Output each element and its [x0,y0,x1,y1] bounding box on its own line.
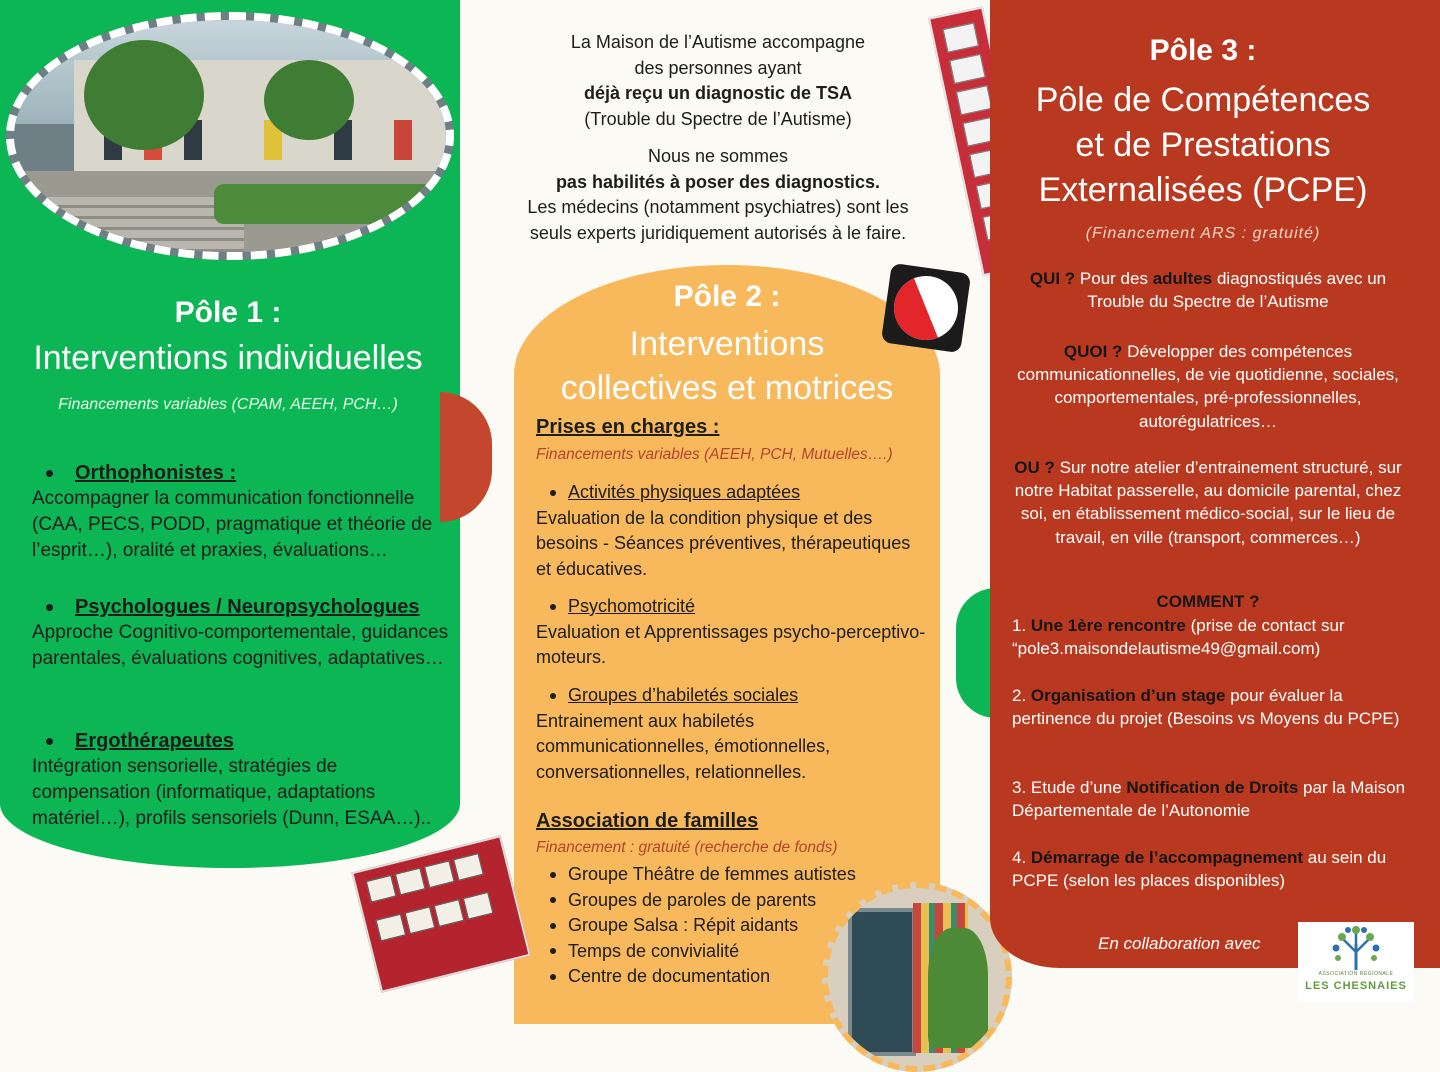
pole2-subtitle-line: Interventions [629,325,825,363]
bullet-icon [550,604,556,610]
section-title: Orthophonistes : [75,462,237,484]
bullet-icon [550,897,556,903]
section-text: Evaluation de la condition physique et des besoins - Séances préventives, thérapeutiques et éducatives. [536,507,911,579]
section-text: Approche Cognitivo-comportementale, guidances parentales, évaluations cognitives, adaptatives… [32,622,449,669]
bullet-icon [46,738,53,745]
quoi-label: QUOI ? [1063,342,1123,361]
step-3 [1012,776,1407,822]
intro-line: La Maison de l’Autisme accompagne [570,32,866,52]
logo-name: LES CHESNAIES [1305,980,1407,992]
intro-line: Les médecins (notamment psychiatres) sont les [527,197,909,217]
list-item [536,862,926,888]
list-item-text: Temps de convivialité [568,940,740,961]
list-item-text: Groupe Salsa : Répit aidants [568,915,799,935]
intro-line: (Trouble du Spectre de l’Autisme) [584,108,852,129]
intro-line: seuls experts juridiquement autorisés à le faire. [529,222,907,243]
pole3-qui [1008,267,1408,313]
step-text: (prise de contact sur “pole3.maisondelautisme49@gmail.com) [1012,616,1345,659]
pole3-quoi [1008,340,1408,433]
association-financing: Financement : gratuité (recherche de fonds) [536,839,838,856]
step-text: pour évaluer la pertinence du projet (Besoins vs Moyens du PCPE) [1012,686,1400,729]
building-photo [6,12,454,260]
pole3-subtitle-line: Externalisées (PCPE) [1038,171,1368,209]
bullet-icon [46,604,53,611]
ou-label: OU ? [1014,458,1055,477]
collaboration-text: En collaboration avec [1098,934,1261,953]
bullet-icon [550,872,556,878]
section-text: Intégration sensorielle, stratégies de compensation (informatique, adaptations matériel…), profils sensoriels (Dunn, ESAA…).. [32,756,432,829]
interior-photo [822,882,1012,1072]
tree-logo-icon [1332,926,1380,970]
pole1-title: Pôle 1 : [174,296,282,329]
intro-diagnostic-bold: déjà reçu un diagnostic de TSA [583,83,853,103]
step-text: 3. Etude d’une [1012,778,1127,797]
pole2-section-apa [536,480,926,582]
bullet-icon [550,923,556,929]
qui-text: Pour des [1075,269,1153,288]
care-financing: Financements variables (AEEH, PCH, Mutuelles….) [536,446,893,463]
step-bold: Notification de Droits [1126,778,1299,797]
step-number: 2. [1012,686,1031,705]
bullet-icon [550,948,556,954]
step-1 [1012,614,1407,660]
pole1-section-orthophonistes [32,460,452,564]
pole2-subtitle-line: collectives et motrices [560,369,894,407]
step-number: 1. [1012,616,1031,635]
step-2 [1012,684,1407,730]
list-item-text: Groupe Théâtre de femmes autistes [568,864,856,884]
intro-line: Nous ne sommes [647,146,789,166]
list-item-text: Centre de documentation [568,966,771,986]
bullet-icon [46,470,53,477]
les-chesnaies-logo [1298,922,1414,1002]
pole1-section-ergotherapeutes [32,728,452,832]
section-title: Groupes d’habiletés sociales [568,685,799,705]
pole3-subtitle-line: Pôle de Compétences [1035,81,1371,119]
quoi-text: Développer des compétences communicationnelles, de vie quotidienne, sociales, comportementales, pré-professionnelles, autorégulatrices… [1017,342,1399,431]
association-heading: Association de familles [536,810,759,832]
pole3-ou [1008,456,1408,549]
pole3-subtitle-line: et de Prestations [1075,126,1331,164]
section-text: Evaluation et Apprentissages psycho-perceptivo-moteurs. [536,621,926,667]
section-title: Psychologues / Neuropsychologues [75,596,420,618]
qui-label: QUI ? [1029,269,1076,288]
step-bold: Une 1ère rencontre [1030,616,1186,635]
section-title: Ergothérapeutes [75,730,234,752]
section-title: Activités physiques adaptées [568,482,801,502]
step-text: par la Maison Départementale de l’Autonomie [1012,778,1406,821]
comment-label: COMMENT ? [1156,592,1260,611]
bullet-icon [550,693,556,699]
pole3-title: Pôle 3 : [1149,34,1257,67]
ou-text: Sur notre atelier d’entrainement structuré, sur notre Habitat passerelle, au domicile parental, chez soi, en établissement médico-social, sur le lieu de travail, en ville (transport, commerces…) [1014,458,1402,547]
pole2-section-psychomotricite [536,594,926,671]
section-text: Entrainement aux habiletés communicationnelles, émotionnelles, conversationnelles, relationnelles. [536,710,831,782]
step-number: 4. [1012,848,1031,867]
step-bold: Organisation d’un stage [1030,686,1226,705]
pictogram-board-image [351,835,530,993]
pole2-section-habiletes [536,683,926,785]
pole2-subtitle [514,322,940,410]
section-title: Psychomotricité [568,596,696,616]
bullet-icon [550,490,556,496]
pole2-title: Pôle 2 : [673,280,781,313]
intro-line: des personnes ayant [634,57,802,78]
pole1-section-psychologues [32,594,452,672]
qui-text: diagnostiqués avec un Trouble du Spectre de l’Autisme [1087,269,1387,312]
pole1-financing: Financements variables (CPAM, AEEH, PCH…) [58,396,398,413]
logo-small-text: ASSOCIATION RÉGIONALE [1318,971,1394,977]
pole3-subtitle [990,78,1416,213]
pole3-financing: (Financement ARS : gratuité) [1085,225,1321,242]
intro-text [480,30,956,246]
bullet-icon [550,974,556,980]
list-item-text: Groupes de paroles de parents [568,889,817,910]
qui-bold: adultes [1152,269,1213,288]
step-text: au sein du PCPE (selon les places disponibles) [1012,848,1387,891]
care-heading: Prises en charges : [536,416,720,438]
step-4 [1012,846,1407,892]
step-bold: Démarrage de l’accompagnement [1030,848,1304,867]
section-text: Accompagner la communication fonctionnelle (CAA, PECS, PODD, pragmatique et théorie de l’esprit…), oralité et praxies, évaluations… [32,488,433,561]
pole1-subtitle: Interventions individuelles [33,339,423,377]
intro-no-diagnostic-bold: pas habilités à poser des diagnostics. [555,171,881,192]
